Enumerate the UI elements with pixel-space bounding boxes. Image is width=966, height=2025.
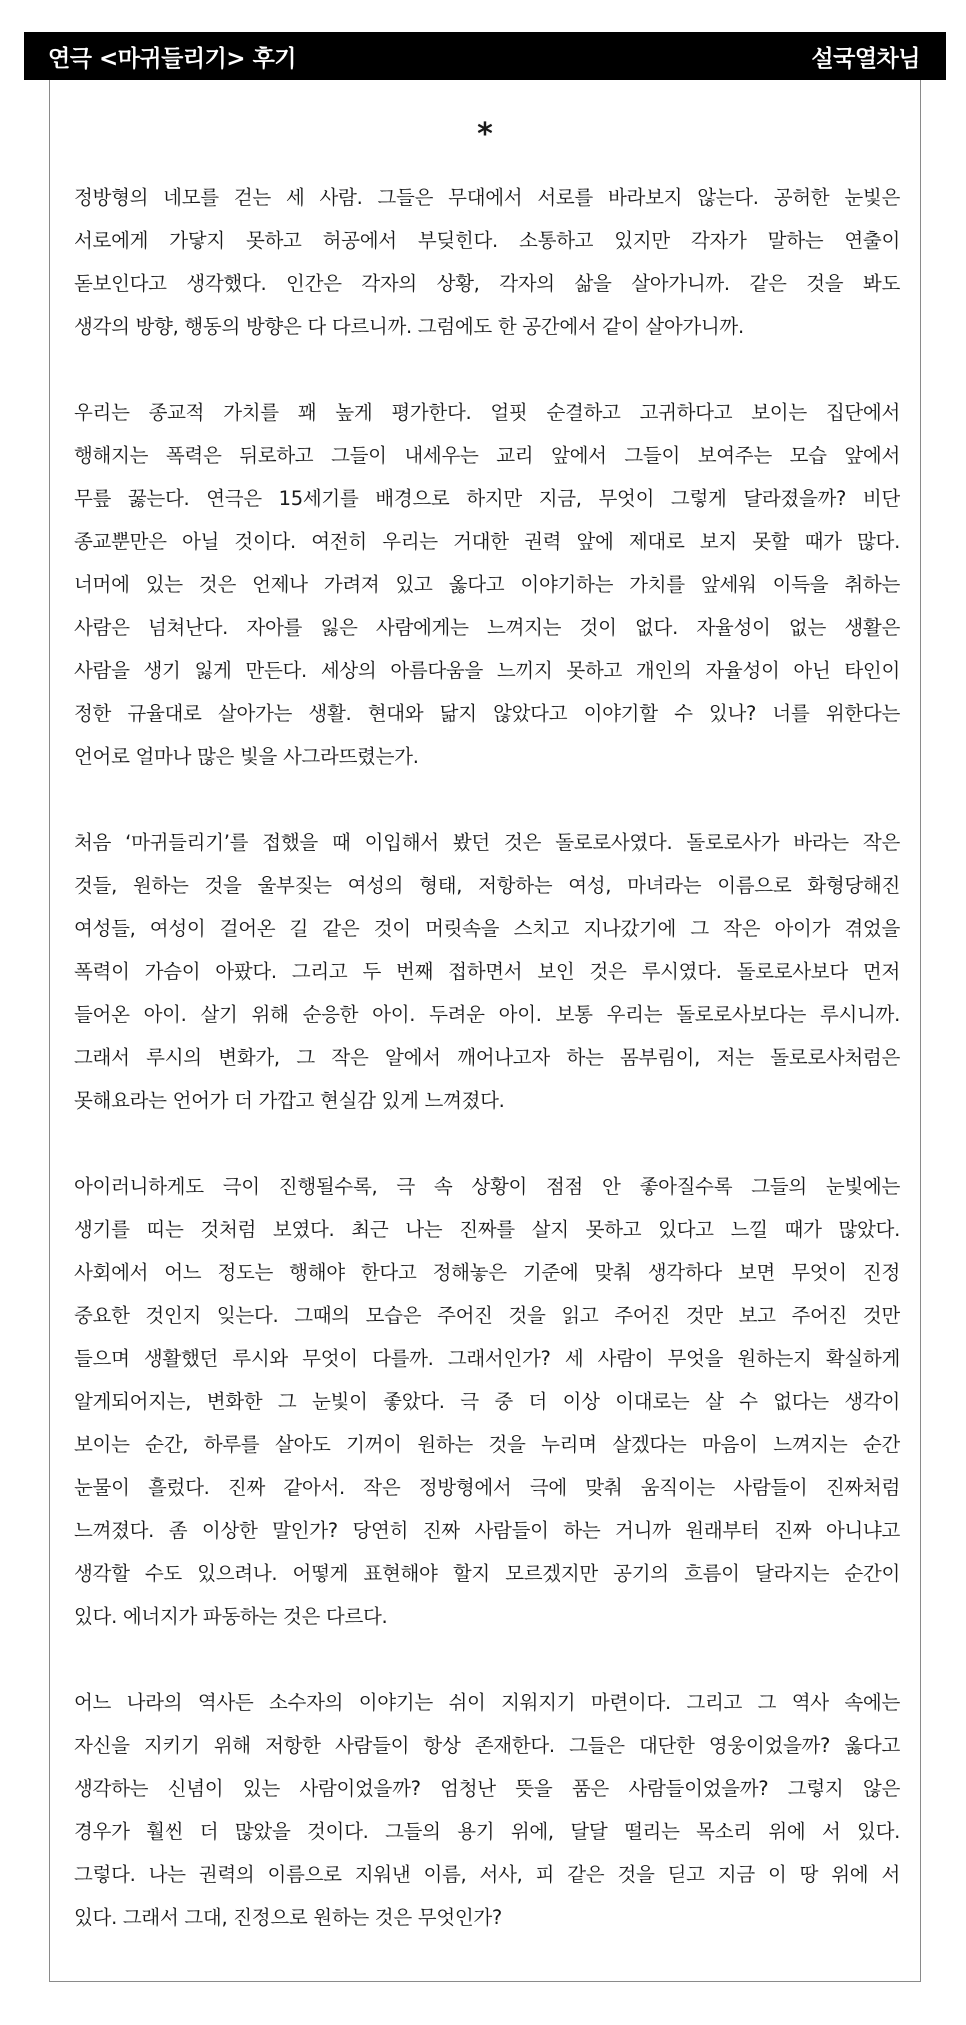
paragraph-line: 있다. 에너지가 파동하는 것은 다르다. (74, 1605, 388, 1628)
author-name: 설국열차님 (811, 45, 920, 72)
paragraph-line: 너머에 있는 것은 언제나 가려져 있고 옳다고 이야기하는 가치를 앞세워 이득을 취하는 (74, 573, 900, 596)
paragraph-line: 생각할 수도 있으려나. 어떻게 표현해야 할지 모르겠지만 공기의 흐름이 달라지는 순간이 (74, 1562, 900, 1585)
paragraph-line: 정방형의 네모를 걷는 세 사람. 그들은 무대에서 서로를 바라보지 않는다. 공허한 눈빛은 (74, 186, 900, 209)
paragraph-line: 정한 규율대로 살아가는 생활. 현대와 닮지 않았다고 이야기할 수 있나? 너를 위한다는 (74, 702, 900, 725)
paragraph-line: 있다. 그래서 그대, 진정으로 원하는 것은 무엇인가? (74, 1906, 502, 1929)
review-paragraph (74, 176, 900, 348)
paragraph-line: 어느 나라의 역사든 소수자의 이야기는 쉬이 지워지기 마련이다. 그리고 그 역사 속에는 (74, 1691, 900, 1714)
review-paragraph (74, 1681, 900, 1939)
paragraph-line: 그래서 루시의 변화가, 그 작은 알에서 깨어나고자 하는 몸부림이, 저는 돌로로사처럼은 (74, 1046, 900, 1069)
paragraph-line: 우리는 종교적 가치를 꽤 높게 평가한다. 얼핏 순결하고 고귀하다고 보이는 집단에서 (74, 401, 900, 424)
paragraph-line: 알게되어지는, 변화한 그 눈빛이 좋았다. 극 중 더 이상 이대로는 살 수 없다는 생각이 (74, 1390, 900, 1413)
paragraph-line: 처음 ‘마귀들리기’를 접했을 때 이입해서 봤던 것은 돌로로사였다. 돌로로사가 바라는 작은 (74, 831, 900, 854)
paragraph-line: 생기를 띠는 것처럼 보였다. 최근 나는 진짜를 살지 못하고 있다고 느낄 때가 많았다. (74, 1218, 900, 1241)
paragraph-line: 경우가 훨씬 더 많았을 것이다. 그들의 용기 위에, 달달 떨리는 목소리 위에 서 있다. (74, 1820, 900, 1843)
paragraph-line: 사람을 생기 잃게 만든다. 세상의 아름다움을 느끼지 못하고 개인의 자율성이 아닌 타인이 (74, 659, 900, 682)
paragraph-line: 아이러니하게도 극이 진행될수록, 극 속 상황이 점점 안 좋아질수록 그들의 눈빛에는 (74, 1175, 900, 1198)
review-paragraph (74, 1165, 900, 1638)
review-content-box (49, 80, 921, 1982)
paragraph-line: 종교뿐만은 아닐 것이다. 여전히 우리는 거대한 권력 앞에 제대로 보지 못할 때가 많다. (74, 530, 900, 553)
paragraph-line: 생각의 방향, 행동의 방향은 다 다르니까. 그럼에도 한 공간에서 같이 살아가니까. (74, 315, 744, 338)
paragraph-line: 자신을 지키기 위해 저항한 사람들이 항상 존재한다. 그들은 대단한 영웅이었을까? 옳다고 (74, 1734, 900, 1757)
paragraph-line: 못해요라는 언어가 더 가깝고 현실감 있게 느껴졌다. (74, 1089, 505, 1112)
review-body (74, 176, 900, 1982)
paragraph-line: 돋보인다고 생각했다. 인간은 각자의 상황, 각자의 삶을 살아가니까. 같은 것을 봐도 (74, 272, 900, 295)
paragraph-line: 생각하는 신념이 있는 사람이었을까? 엄청난 뜻을 품은 사람들이었을까? 그렇지 않은 (74, 1777, 900, 1800)
paragraph-line: 서로에게 가닿지 못하고 허공에서 부딪힌다. 소통하고 있지만 각자가 말하는 연출이 (74, 229, 900, 252)
paragraph-line: 언어로 얼마나 많은 빛을 사그라뜨렸는가. (74, 745, 419, 768)
paragraph-line: 느껴졌다. 좀 이상한 말인가? 당연히 진짜 사람들이 하는 거니까 원래부터 진짜 아니냐고 (74, 1519, 900, 1542)
paragraph-line: 무릎 꿇는다. 연극은 15세기를 배경으로 하지만 지금, 무엇이 그렇게 달라졌을까? 비단 (74, 487, 900, 510)
paragraph-line: 사람은 넘쳐난다. 자아를 잃은 사람에게는 느껴지는 것이 없다. 자율성이 없는 생활은 (74, 616, 900, 639)
paragraph-line: 것들, 원하는 것을 울부짖는 여성의 형태, 저항하는 여성, 마녀라는 이름으로 화형당해진 (74, 874, 900, 897)
paragraph-line: 보이는 순간, 하루를 살아도 기꺼이 원하는 것을 누리며 살겠다는 마음이 느껴지는 순간 (74, 1433, 900, 1456)
paragraph-line: 들으며 생활했던 루시와 무엇이 다를까. 그래서인가? 세 사람이 무엇을 원하는지 확실하게 (74, 1347, 900, 1370)
paragraph-line: 그렇다. 나는 권력의 이름으로 지워낸 이름, 서사, 피 같은 것을 딛고 지금 이 땅 위에 서 (74, 1863, 900, 1886)
paragraph-line: 들어온 아이. 살기 위해 순응한 아이. 두려운 아이. 보통 우리는 돌로로사보다는 루시니까. (74, 1003, 900, 1026)
paragraph-line: 사회에서 어느 정도는 행해야 한다고 정해놓은 기준에 맞춰 생각하다 보면 무엇이 진정 (74, 1261, 900, 1284)
review-paragraph (74, 391, 900, 778)
paragraph-line: 폭력이 가슴이 아팠다. 그리고 두 번째 접하면서 보인 것은 루시였다. 돌로로사보다 먼저 (74, 960, 900, 983)
paragraph-line: 중요한 것인지 잊는다. 그때의 모습은 주어진 것을 읽고 주어진 것만 보고 주어진 것만 (74, 1304, 900, 1327)
paragraph-line: 여성들, 여성이 걸어온 길 같은 것이 머릿속을 스치고 지나갔기에 그 작은 아이가 겪었을 (74, 917, 900, 940)
post-title: 연극 <마귀들리기> 후기 (48, 45, 297, 72)
paragraph-line: 눈물이 흘렀다. 진짜 같아서. 작은 정방형에서 극에 맞춰 움직이는 사람들이 진짜처럼 (74, 1476, 900, 1499)
asterisk-ornament: * (477, 117, 493, 152)
paragraph-line: 행해지는 폭력은 뒤로하고 그들이 내세우는 교리 앞에서 그들이 보여주는 모습 앞에서 (74, 444, 900, 467)
header-bar (24, 32, 946, 80)
review-paragraph (74, 821, 900, 1122)
